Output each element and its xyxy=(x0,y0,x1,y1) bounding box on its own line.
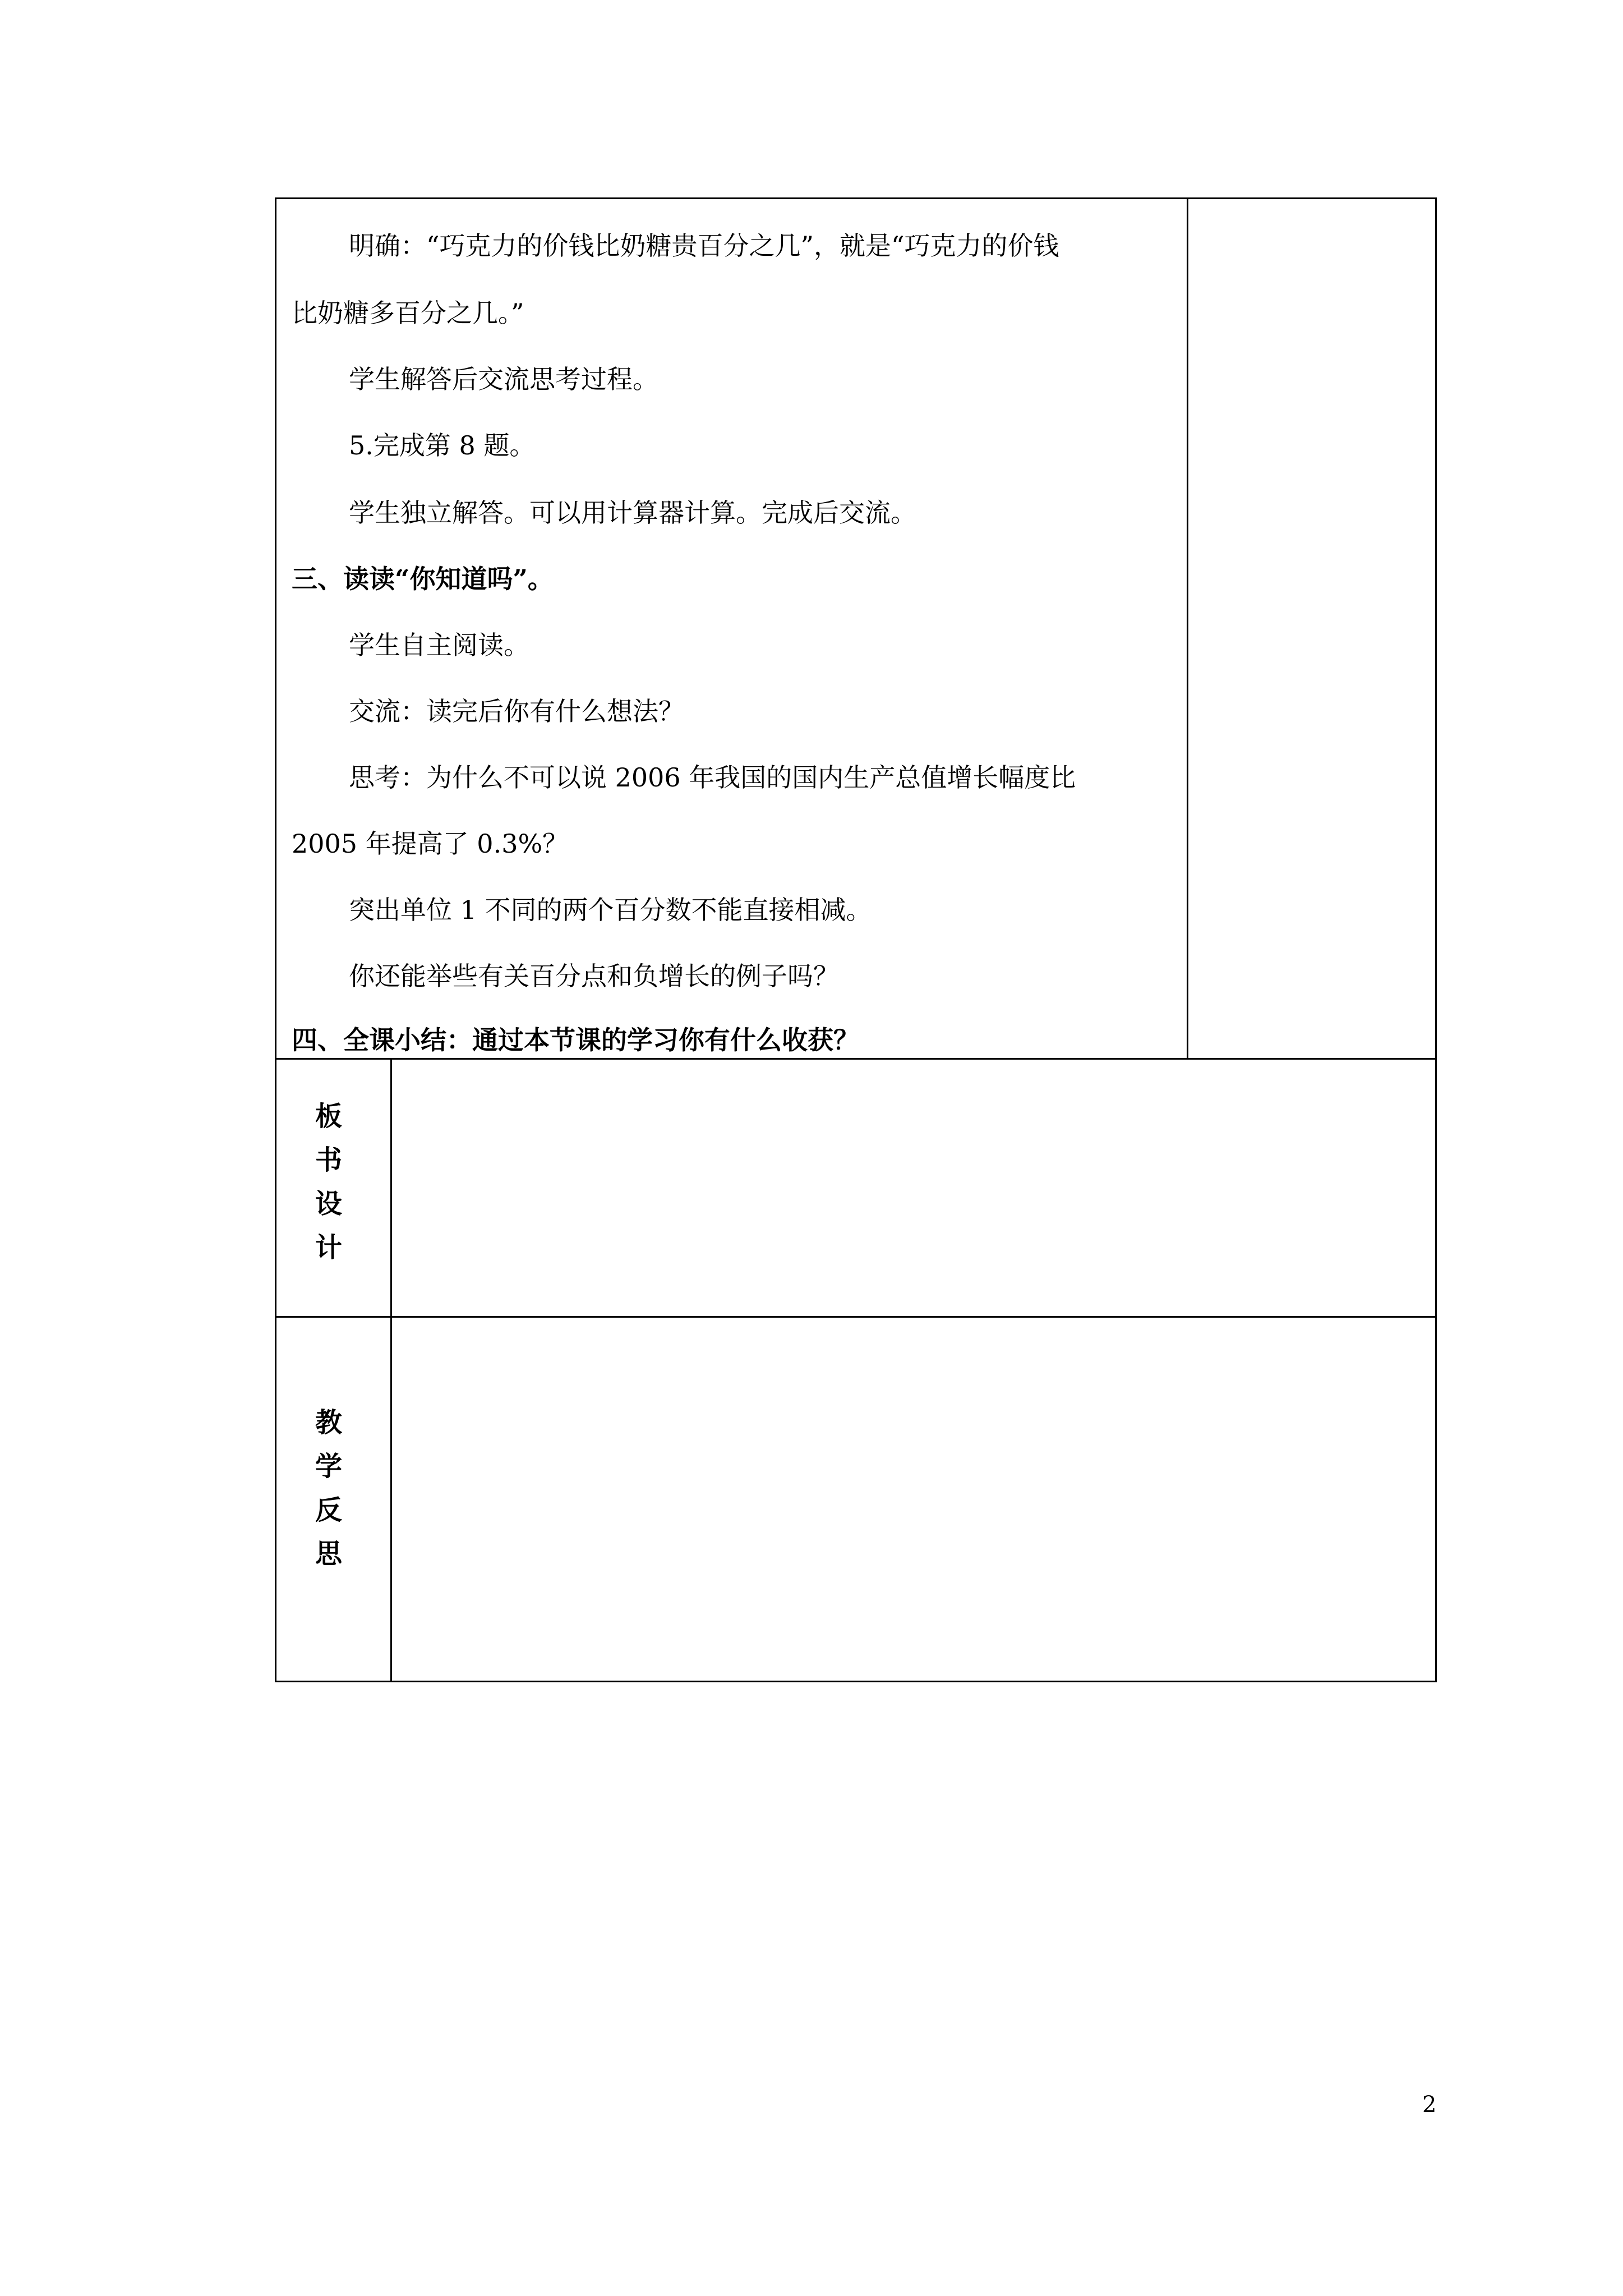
section-heading: 三、读读“你知道吗”。 xyxy=(292,564,554,594)
label-char: 书 xyxy=(315,1144,343,1176)
label-char: 教 xyxy=(315,1407,343,1438)
text-line: 学生解答后交流思考过程。 xyxy=(349,364,658,394)
board-row-bottom-border xyxy=(275,1316,1437,1318)
text-line: 学生独立解答。可以用计算器计算。完成后交流。 xyxy=(349,498,916,528)
table-bottom-border xyxy=(275,1681,1437,1682)
section-heading: 四、全课小结：通过本节课的学习你有什么收获？ xyxy=(292,1025,859,1055)
table-left-border xyxy=(275,197,276,1682)
label-char: 思 xyxy=(315,1538,343,1570)
label-char: 反 xyxy=(315,1494,343,1526)
label-column-divider xyxy=(390,1058,392,1682)
text-line: 比奶糖多百分之几。” xyxy=(292,298,524,328)
text-line: 交流：读完后你有什么想法？ xyxy=(349,696,684,726)
text-line: 你还能举些有关百分点和负增长的例子吗？ xyxy=(349,961,839,991)
table-top-border xyxy=(275,197,1437,199)
label-char: 板 xyxy=(315,1101,343,1132)
text-line: 思考：为什么不可以说 2006 年我国的国内生产总值增长幅度比 xyxy=(349,762,1076,793)
text-line: 学生自主阅读。 xyxy=(349,630,529,660)
page-number: 2 xyxy=(1422,2092,1437,2118)
main-row-bottom-border xyxy=(275,1058,1437,1060)
main-right-column-divider xyxy=(1187,197,1188,1060)
label-char: 计 xyxy=(315,1232,343,1263)
text-line: 明确：“巧克力的价钱比奶糖贵百分之几”，就是“巧克力的价钱 xyxy=(349,231,1059,261)
label-char: 设 xyxy=(315,1188,343,1220)
text-line: 5.完成第 8 题。 xyxy=(349,430,536,461)
table-right-border xyxy=(1435,197,1437,1682)
label-char: 学 xyxy=(315,1451,343,1482)
text-line: 2005 年提高了 0.3%？ xyxy=(292,829,569,859)
text-line: 突出单位 1 不同的两个百分数不能直接相减。 xyxy=(349,895,872,925)
